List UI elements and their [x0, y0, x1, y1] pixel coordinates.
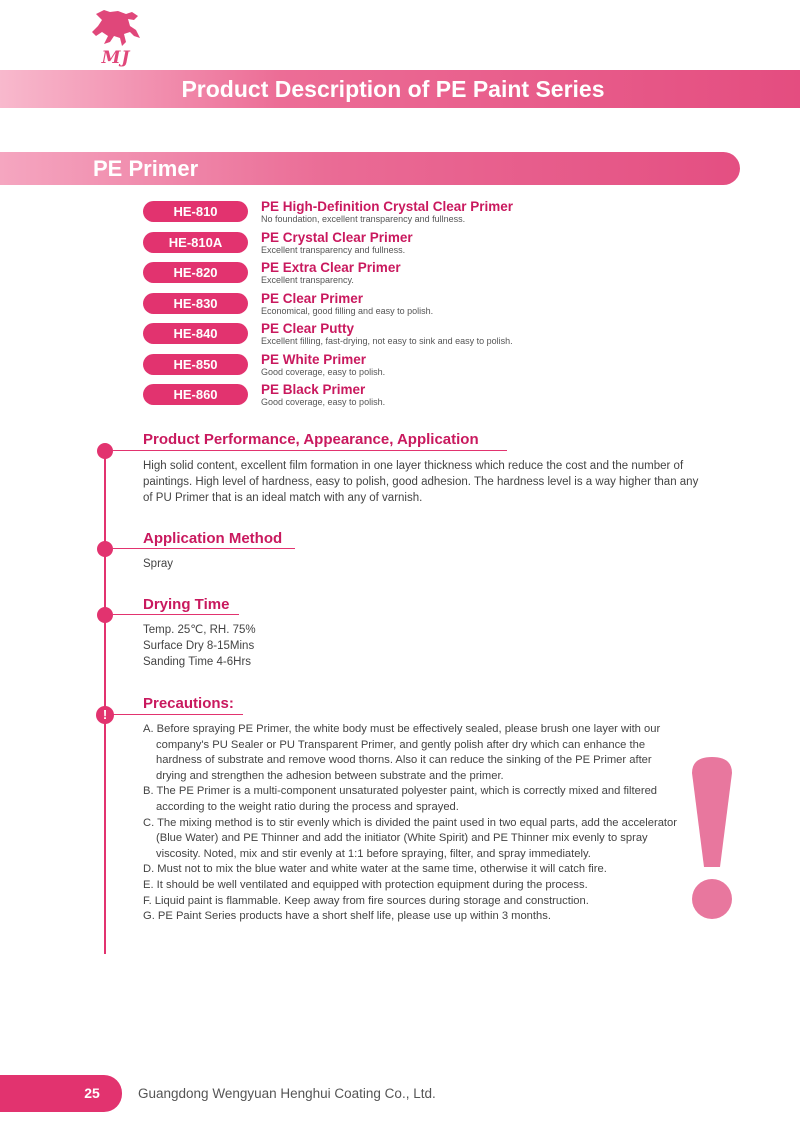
list-item: C. The mixing method is to stir evenly which is divided the paint used in two equal parts, add the accelerator (Blue Water) and PE Thinner and add the initiator (White Spirit) and PE Thinner mix evenly to spray viscosity. Noted, mix and stir evenly at 1:1 before spraying, filter, and spray immediately. [143, 816, 677, 860]
product-name: PE Crystal Clear Primer [261, 229, 413, 245]
product-code-badge: HE-850 [143, 354, 248, 375]
product-code-badge: HE-840 [143, 323, 248, 344]
product-code-badge: HE-810 [143, 201, 248, 222]
list-item: E. It should be well ventilated and equipped with protection equipment during the process. [143, 878, 588, 891]
product-description: No foundation, excellent transparency and fullness. [261, 214, 466, 224]
text-line: of PU Primer that is an ideal match with any of varnish. [143, 492, 423, 504]
drying-heading: Drying Time [143, 596, 230, 613]
precautions-heading: Precautions: [143, 695, 234, 712]
product-name: PE Clear Putty [261, 321, 355, 336]
company-name: Guangdong Wengyuan Henghui Coating Co., Ltd. [138, 1086, 436, 1101]
page-title: Product Description of PE Paint Series [181, 76, 605, 102]
text-line: paintings. High level of hardness, easy to polish, good adhesion. The hardness level is a way higher than any [143, 476, 699, 488]
product-description: Good coverage, easy to polish. [261, 366, 386, 377]
product-name: PE High-Definition Crystal Clear Primer [261, 199, 514, 214]
list-item: A. Before spraying PE Primer, the white body must be effectively sealed, please brush one layer with our company's PU Sealer or PU Transparent Primer, and gently polish after dry which can enhance the hardness of substrate and remove wood thorns. Also it can reduce the sinking of the PE Primer after drying and strengthen the adhesion between substrate and the primer. [143, 723, 661, 782]
heading-underline [113, 450, 507, 451]
product-code-badge: HE-830 [143, 293, 248, 314]
text-line: Sanding Time 4-6Hrs [143, 656, 252, 668]
heading-underline [113, 548, 295, 549]
drying-text [143, 622, 256, 670]
product-description: Good coverage, easy to polish. [261, 397, 386, 407]
bullet-dot-icon [97, 607, 113, 623]
product-name: PE Extra Clear Primer [261, 260, 401, 275]
page-number: 25 [84, 1085, 100, 1101]
application-heading: Application Method [143, 530, 283, 547]
bullet-dot-icon [97, 443, 113, 459]
list-item: F. Liquid paint is flammable. Keep away from fire sources during storage and construction. [143, 894, 589, 907]
precautions-list [143, 722, 683, 925]
product-description: Excellent transparency and fullness. [261, 244, 406, 255]
text-line: Surface Dry 8-15Mins [143, 640, 255, 652]
product-description: Economical, good filling and easy to polish. [261, 305, 434, 316]
heading-underline [113, 714, 243, 715]
product-description: Excellent filling, fast-drying, not easy to sink and easy to polish. [261, 336, 513, 346]
timeline-line [104, 449, 106, 954]
product-code-badge: HE-860 [143, 384, 248, 405]
list-item: D. Must not to mix the blue water and white water at the same time, otherwise it will catch fire. [143, 863, 607, 876]
horse-icon [88, 8, 144, 50]
heading-underline [113, 614, 239, 615]
product-name: PE Black Primer [261, 382, 366, 397]
product-name: PE White Primer [261, 351, 367, 367]
product-description: Excellent transparency. [261, 275, 354, 285]
section-title: PE Primer [93, 156, 199, 181]
logo-text: MJ [101, 48, 131, 68]
performance-heading: Product Performance, Appearance, Application [143, 431, 479, 448]
product-code-badge: HE-810A [143, 232, 248, 253]
warning-icon: ! [96, 706, 114, 724]
exclamation-icon [688, 755, 736, 925]
list-item: G. PE Paint Series products have a short shelf life, please use up within 3 months. [143, 910, 551, 923]
performance-text [143, 458, 723, 506]
product-name: PE Clear Primer [261, 290, 364, 306]
text-line: High solid content, excellent film formation in one layer thickness which reduce the cost and the number of [143, 460, 684, 472]
text-line: Temp. 25℃, RH. 75% [143, 624, 256, 636]
bullet-dot-icon [97, 541, 113, 557]
list-item: B. The PE Primer is a multi-component unsaturated polyester paint, which is correctly mixed and filtered according to the weight ratio during the process and sprayed. [143, 785, 658, 813]
product-code-badge: HE-820 [143, 262, 248, 283]
application-text: Spray [143, 558, 174, 570]
brand-logo [66, 8, 166, 66]
